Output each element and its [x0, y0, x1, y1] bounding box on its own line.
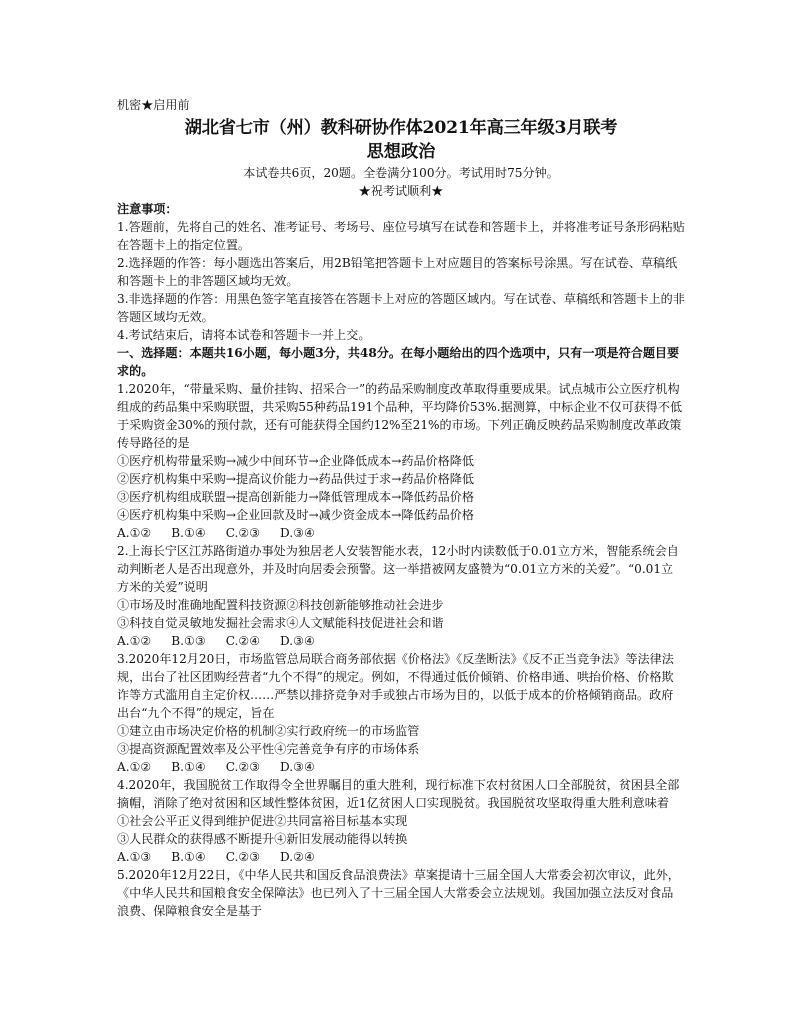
question-item: ①市场及时准确地配置科技资源②科技创新能够推动社会进步: [117, 598, 444, 612]
option-d: D.③④: [280, 760, 315, 774]
exam-page: [117, 96, 685, 920]
exam-subject: 思想政治: [366, 142, 436, 162]
question-item: ④医疗机构集中采购→企业回款及时→减少资金成本→降低药品价格: [117, 508, 474, 522]
question-item: ②医疗机构集中采购→提高议价能力→药品供过于求→药品价格降低: [117, 472, 474, 486]
option-b: B.①④: [171, 760, 206, 774]
option-a: A.①②: [117, 526, 152, 540]
question-item: ①医疗机构带量采购→减少中间环节→企业降低成本→药品价格降低: [117, 454, 474, 468]
question-item: ③科技自觉灵敏地发掘社会需求④人文赋能科技促进社会和谐: [117, 616, 444, 630]
question-stem: 3.2020年12月20日，市场监管总局联合商务部依据《价格法》《反垄断法》《反不正当竞争法》等法律法规，出台了社区团购经营者“九个不得”的规定。例如，不得通过低价倾销、价格串通、哄抬价格、价格欺诈等方式滥用自主定价权……严禁以排挤竞争对手或独占市场为目的，以低于成本的价格倾销商品。政府出台“九个不得”的规定，旨在: [117, 652, 674, 720]
answer-options: [117, 632, 685, 650]
question-stem: 4.2020年，我国脱贫工作取得令全世界瞩目的重大胜利，现行标准下农村贫困人口全部脱贫，贫困县全部摘帽，消除了绝对贫困和区域性整体贫困，近1亿贫困人口实现脱贫。我国脱贫攻坚取得重大胜利意味着: [117, 778, 680, 810]
option-a: A.①②: [117, 760, 152, 774]
notes-item: 2.选择题的作答：每小题选出答案后，用2B铅笔把答题卡上对应题目的答案标号涂黑。写在试卷、草稿纸和答题卡上的非答题区域均无效。: [117, 256, 678, 288]
option-c: C.②④: [225, 634, 261, 648]
question-stem: 5.2020年12月22日，《中华人民共和国反食品浪费法》草案提请十三届全国人大常委会初次审议，此外，《中华人民共和国粮食安全保障法》也已列入了十三届全国人大常委会立法规划。我国加强立法反对食品浪费、保障粮食安全是基于: [117, 868, 680, 918]
option-c: C.②③: [225, 760, 261, 774]
option-b: B.①③: [171, 634, 206, 648]
question-stem: 2.上海长宁区江苏路街道办事处为独居老人安装智能水表，12小时内读数低于0.01立方米，智能系统会自动判断老人是否出现意外，并及时向居委会预警。这一举措被网友盛赞为“0.01立方米的关爱”。“0.01立方米的关爱”说明: [117, 544, 679, 594]
option-c: C.②③: [225, 850, 261, 864]
notes-item: 3.非选择题的作答：用黑色签字笔直接答在答题卡上对应的答题区域内。写在试卷、草稿纸和答题卡上的非答题区域均无效。: [117, 292, 685, 324]
option-b: B.①④: [171, 850, 206, 864]
exam-info: 本试卷共6页，20题。全卷满分100分。考试用时75分钟。: [243, 166, 559, 180]
option-d: D.③④: [280, 526, 315, 540]
option-d: D.③④: [280, 634, 315, 648]
question-stem: 1.2020年，“带量采购、量价挂钩、招采合一”的药品采购制度改革取得重要成果。试点城市公立医疗机构组成的药品集中采购联盟，共采购55种药品191个品种，平均降价53%.据测算，中标企业不仅可获得不低于采购资金30%的预付款，还有可能获得全国约12%至21%的市场。下列正确反映药品采购制度改革政策传导路径的是: [117, 382, 683, 450]
notes-item: 4.考试结束后，请将本试卷和答题卡一并上交。: [117, 328, 371, 342]
question-item: ③提高资源配置效率及公平性④完善竞争有序的市场体系: [117, 742, 420, 756]
answer-options: [117, 758, 685, 776]
section-heading: 一、选择题：本题共16小题，每小题3分，共48分。在每小题给出的四个选项中，只有一项是符合题目要求的。: [117, 346, 680, 378]
exam-title: 湖北省七市（州）教科研协作体2021年高三年级3月联考: [184, 118, 618, 138]
notes-item: 1.答题前，先将自己的姓名、准考证号、考场号、座位号填写在试卷和答题卡上，并将准考证号条形码粘贴在答题卡上的指定位置。: [117, 220, 685, 252]
question-item: ①社会公平正义得到维护促进②共同富裕目标基本实现: [117, 814, 408, 828]
option-a: A.①②: [117, 634, 152, 648]
exam-wish: ★祝考试顺利★: [358, 184, 444, 198]
question-item: ③人民群众的获得感不断提升④新旧发展动能得以转换: [117, 832, 408, 846]
question-item: ①建立由市场决定价格的机制②实行政府统一的市场监管: [117, 724, 420, 738]
answer-options: [117, 524, 685, 542]
option-a: A.①③: [117, 850, 152, 864]
option-b: B.①④: [171, 526, 206, 540]
notes-heading: 注意事项：: [117, 202, 178, 216]
option-c: C.②③: [225, 526, 261, 540]
option-d: D.②④: [280, 850, 315, 864]
answer-options: [117, 848, 685, 866]
question-item: ③医疗机构组成联盟→提高创新能力→降低管理成本→降低药品价格: [117, 490, 474, 504]
confidential-label: 机密★启用前: [117, 98, 190, 112]
